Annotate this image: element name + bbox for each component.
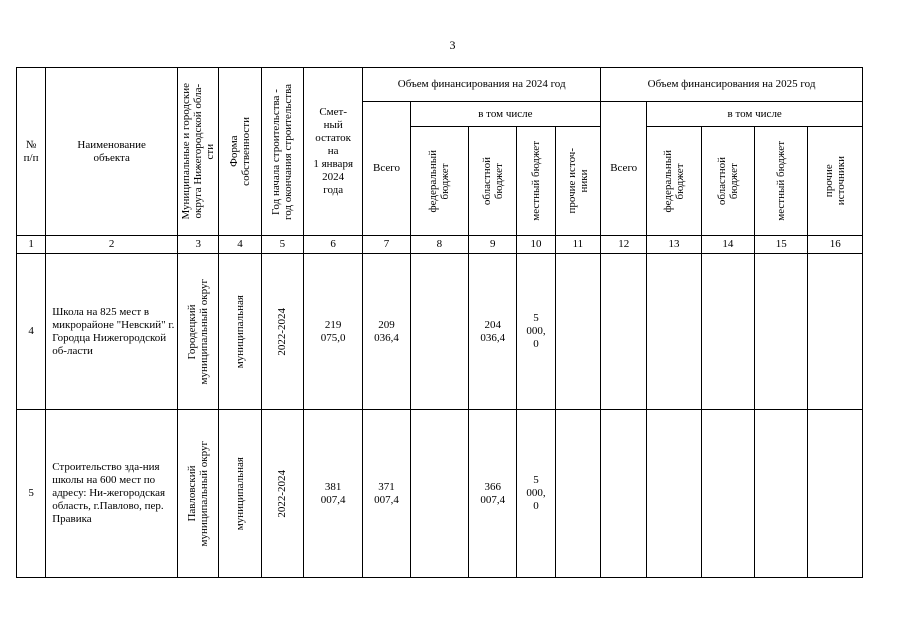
- total-2025-value: [601, 254, 647, 410]
- header-local-2024: [517, 127, 555, 236]
- years-text: 2022-2024: [276, 307, 289, 356]
- years-cell: [261, 254, 303, 410]
- header-incl-2024: в том числе: [410, 102, 600, 127]
- header-number: № п/п: [17, 68, 46, 236]
- column-number: 1: [17, 236, 46, 254]
- header-other-2024-text: прочие источ- ники: [565, 148, 590, 214]
- column-number: 9: [469, 236, 517, 254]
- header-regional-2024: [469, 127, 517, 236]
- header-district-text: Муниципальные и городские округа Нижегородской обла- сти: [180, 83, 217, 220]
- ownership-cell: [219, 254, 261, 410]
- district-cell: [178, 410, 219, 578]
- header-ownership: [219, 68, 261, 236]
- other-2025-value: [808, 254, 863, 410]
- column-number: 6: [303, 236, 362, 254]
- local-2024-value: 5 000, 0: [517, 254, 555, 410]
- regional-2025-value: [701, 410, 754, 578]
- header-incl-2025: в том числе: [647, 102, 863, 127]
- other-2025-value: [808, 410, 863, 578]
- federal-2025-value: [647, 254, 701, 410]
- other-2024-value: [555, 410, 600, 578]
- header-local-2025-text: местный бюджет: [775, 141, 788, 221]
- column-number: 3: [178, 236, 219, 254]
- header-years: [261, 68, 303, 236]
- object-name: Строительство зда-ния школы на 600 мест по адресу: Ни-жегородская область, г.Павлово, пер. Правика: [46, 410, 178, 578]
- local-2025-value: [755, 254, 808, 410]
- federal-2025-value: [647, 410, 701, 578]
- years-cell: [261, 410, 303, 578]
- regional-2024-value: 366 007,4: [469, 410, 517, 578]
- column-number: 15: [755, 236, 808, 254]
- table-row: [17, 410, 863, 578]
- regional-2024-value: 204 036,4: [469, 254, 517, 410]
- federal-2024-value: [410, 254, 468, 410]
- ownership-cell: [219, 410, 261, 578]
- header-regional-2025-text: областной бюджет: [715, 156, 740, 206]
- district-cell: [178, 254, 219, 410]
- ownership-text: муниципальная: [234, 456, 247, 531]
- header-local-2024-text: местный бюджет: [530, 141, 543, 221]
- object-name: Школа на 825 мест в микрорайоне "Невский" г. Городца Нижегородской об-ласти: [46, 254, 178, 410]
- row-number: 5: [17, 410, 46, 578]
- column-number: 10: [517, 236, 555, 254]
- other-2024-value: [555, 254, 600, 410]
- financing-table: [16, 67, 863, 578]
- column-number: 4: [219, 236, 261, 254]
- local-2024-value: 5 000, 0: [517, 410, 555, 578]
- header-balance: Смет- ный остаток на 1 января 2024 года: [303, 68, 362, 236]
- header-total-2025: Всего: [601, 102, 647, 236]
- balance-value: 219 075,0: [303, 254, 362, 410]
- header-years-text: Год начала строительства - год окончания строительства: [270, 83, 295, 220]
- header-regional-2025: [701, 127, 754, 236]
- header-federal-2025-text: федеральный бюджет: [662, 149, 687, 213]
- total-2024-value: 371 007,4: [363, 410, 410, 578]
- row-number: 4: [17, 254, 46, 410]
- header-group-2024: Объем финансирования на 2024 год: [363, 68, 601, 102]
- years-text: 2022-2024: [276, 469, 289, 518]
- header-total-2024: Всего: [363, 102, 410, 236]
- district-text: Павловский муниципальный округ: [186, 440, 211, 547]
- column-number: 8: [410, 236, 468, 254]
- header-local-2025: [755, 127, 808, 236]
- federal-2024-value: [410, 410, 468, 578]
- column-number: 5: [261, 236, 303, 254]
- column-number-row: [17, 236, 863, 254]
- column-number: 7: [363, 236, 410, 254]
- header-district: [178, 68, 219, 236]
- total-2024-value: 209 036,4: [363, 254, 410, 410]
- header-group-2025: Объем финансирования на 2025 год: [601, 68, 863, 102]
- header-object-name: Наименование объекта: [46, 68, 178, 236]
- header-federal-2025: [647, 127, 701, 236]
- local-2025-value: [755, 410, 808, 578]
- column-number: 2: [46, 236, 178, 254]
- balance-value: 381 007,4: [303, 410, 362, 578]
- column-number: 13: [647, 236, 701, 254]
- header-other-2025: [808, 127, 863, 236]
- total-2025-value: [601, 410, 647, 578]
- header-other-2025-text: прочие источники: [823, 156, 848, 206]
- header-regional-2024-text: областной бюджет: [480, 156, 505, 206]
- column-number: 14: [701, 236, 754, 254]
- page-number: 3: [449, 38, 456, 52]
- column-number: 16: [808, 236, 863, 254]
- column-number: 12: [601, 236, 647, 254]
- header-federal-2024-text: федеральный бюджет: [427, 149, 452, 213]
- regional-2025-value: [701, 254, 754, 410]
- ownership-text: муниципальная: [234, 294, 247, 369]
- header-ownership-text: Форма собственности: [228, 117, 253, 186]
- header-other-2024: [555, 127, 600, 236]
- table-row: [17, 254, 863, 410]
- header-federal-2024: [410, 127, 468, 236]
- column-number: 11: [555, 236, 600, 254]
- district-text: Городецкий муниципальный округ: [186, 278, 211, 385]
